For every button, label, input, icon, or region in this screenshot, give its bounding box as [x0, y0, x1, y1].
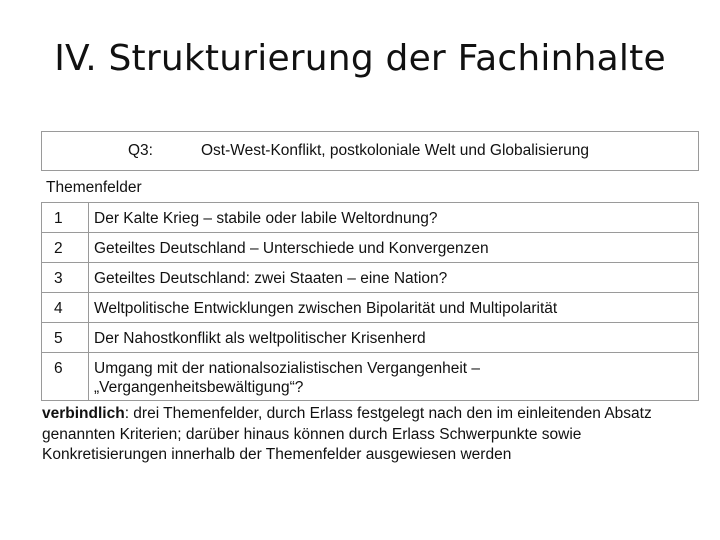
- topic-text: Geteiltes Deutschland – Unterschiede und Konvergenzen: [89, 233, 699, 263]
- footer-bold-term: verbindlich: [42, 405, 125, 422]
- footer-text: : drei Themenfelder, durch Erlass festgelegt nach den im einleitenden Absatz genannten Kriterien; darüber hinaus können durch Erlass Schwerpunkte sowie Konkretisierungen innerhalb der Themenfelder ausgewiesen werden: [42, 405, 652, 463]
- table-row: [42, 263, 699, 293]
- topic-number: 3: [42, 263, 89, 293]
- course-title: Ost-West-Konflikt, postkoloniale Welt und Globalisierung: [201, 142, 589, 159]
- topic-text: Der Kalte Krieg – stabile oder labile Weltordnung?: [89, 203, 699, 233]
- topic-text-line: „Vergangenheitsbewältigung“?: [94, 379, 304, 396]
- themenfelder-label: Themenfelder: [46, 179, 142, 196]
- topic-number: 4: [42, 293, 89, 323]
- slide-title: IV. Strukturierung der Fachinhalte: [54, 38, 666, 79]
- table-row: [42, 203, 699, 233]
- topic-text-line: Umgang mit der nationalsozialistischen Vergangenheit –: [94, 360, 481, 377]
- footer-note: [42, 404, 692, 466]
- topics-table: [41, 202, 699, 401]
- topic-number: 6: [42, 353, 89, 401]
- topic-number: 1: [42, 203, 89, 233]
- table-row: [42, 233, 699, 263]
- topic-number: 2: [42, 233, 89, 263]
- topic-number: 5: [42, 323, 89, 353]
- course-header-box: [41, 131, 699, 171]
- course-code: Q3:: [128, 142, 153, 159]
- table-row: [42, 293, 699, 323]
- topic-text: Weltpolitische Entwicklungen zwischen Bipolarität und Multipolarität: [89, 293, 699, 323]
- topic-text: Der Nahostkonflikt als weltpolitischer Krisenherd: [89, 323, 699, 353]
- topic-text: Geteiltes Deutschland: zwei Staaten – eine Nation?: [89, 263, 699, 293]
- table-row: [42, 353, 699, 401]
- topic-text: [89, 353, 699, 401]
- table-row: [42, 323, 699, 353]
